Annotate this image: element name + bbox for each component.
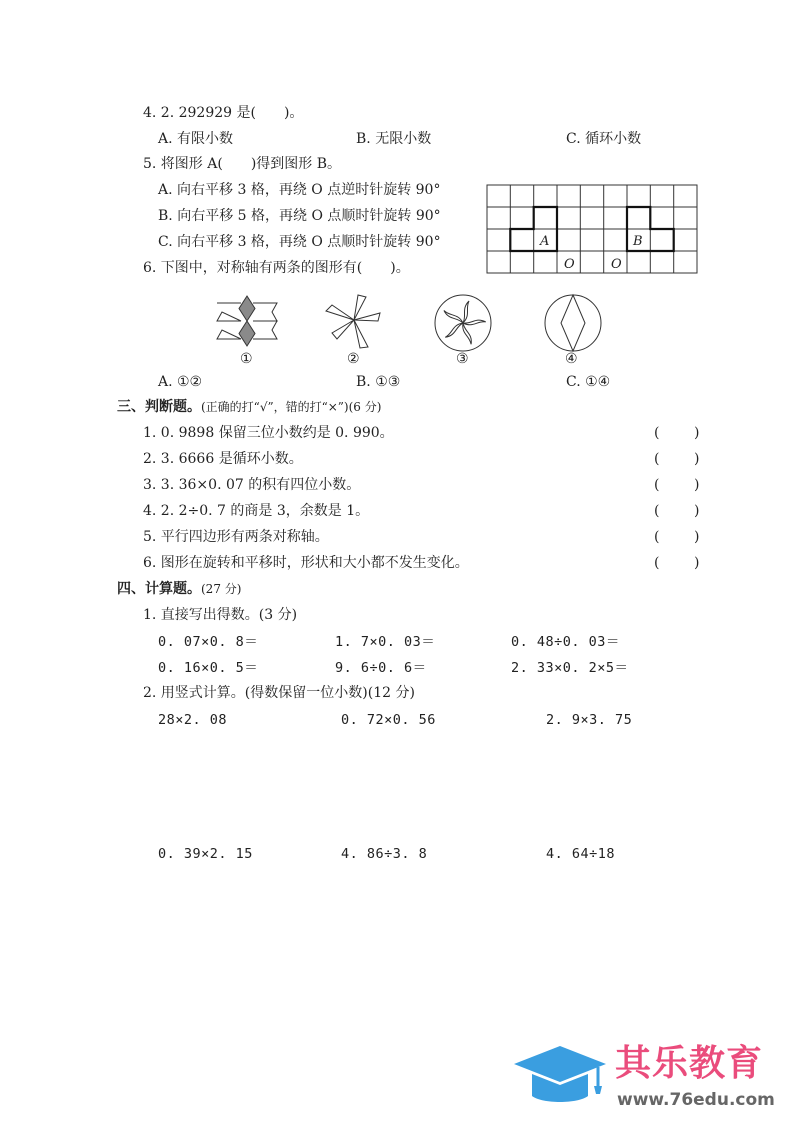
q4-option-b[interactable]: B. 无限小数 — [356, 131, 432, 147]
calc-part1-title: 1. 直接写出得数。(3 分) — [143, 607, 298, 623]
paren-close: ) — [694, 503, 700, 519]
graduation-cap-icon — [512, 1042, 608, 1108]
calc-vertical-item-2: 0. 72×0. 56 — [341, 712, 436, 728]
calc-vertical-item-4: 0. 39×2. 15 — [158, 846, 253, 862]
grid-label-o-right: O — [611, 257, 622, 272]
figure-3-flower-circle — [433, 293, 493, 353]
paren-close: ) — [694, 529, 700, 545]
judge-heading: 三、判断题。 — [117, 399, 201, 415]
judge-item-2: 2. 3. 6666 是循环小数。 — [143, 451, 303, 467]
paren-open: ( — [654, 503, 660, 519]
calc-vertical-item-6: 4. 64÷18 — [546, 846, 616, 862]
calc-points: (27 分) — [201, 582, 242, 596]
watermark-name: 其乐教育 — [615, 1043, 764, 1084]
judge-instruction: (正确的打“√”，错的打“×”)(6 分) — [201, 400, 382, 414]
q5-stem: 5. 将图形 A( )得到图形 B。 — [143, 156, 342, 172]
q5-option-c[interactable]: C. 向右平移 3 格，再绕 O 点顺时针旋转 90° — [158, 234, 441, 250]
grid-label-a: A — [540, 234, 550, 249]
q5-option-a[interactable]: A. 向右平移 3 格，再绕 O 点逆时针旋转 90° — [158, 182, 441, 198]
calc-oral-item-1: 0. 07×0. 8＝ — [158, 634, 259, 650]
judge-item-5: 5. 平行四边形有两条对称轴。 — [143, 529, 329, 545]
judge-item-1: 1. 0. 9898 保留三位小数约是 0. 990。 — [143, 425, 394, 441]
calc-oral-item-6: 2. 33×0. 2×5＝ — [511, 660, 629, 676]
calc-part2-title: 2. 用竖式计算。(得数保留一位小数)(12 分) — [143, 685, 415, 701]
q4-stem: 4. 2. 292929 是( )。 — [143, 105, 304, 121]
q6-stem: 6. 下图中，对称轴有两条的图形有( )。 — [143, 260, 410, 276]
figure-2-label: ② — [347, 351, 360, 367]
q4-option-a[interactable]: A. 有限小数 — [158, 131, 234, 147]
q6-option-a[interactable]: A. ①② — [158, 374, 203, 390]
paren-open: ( — [654, 451, 660, 467]
paren-close: ) — [694, 477, 700, 493]
q6-option-b[interactable]: B. ①③ — [356, 374, 401, 390]
paren-close: ) — [694, 451, 700, 467]
figure-1-rhombus-star — [215, 295, 279, 347]
calc-vertical-item-1: 28×2. 08 — [158, 712, 228, 728]
calc-oral-item-5: 9. 6÷0. 6＝ — [335, 660, 427, 676]
translation-grid-figure — [486, 184, 699, 275]
calc-oral-item-3: 0. 48÷0. 03＝ — [511, 634, 620, 650]
paren-open: ( — [654, 529, 660, 545]
calc-vertical-item-3: 2. 9×3. 75 — [546, 712, 633, 728]
calc-heading: 四、计算题。 — [117, 581, 201, 597]
figure-2-pinwheel — [322, 293, 386, 353]
figure-3-label: ③ — [456, 351, 469, 367]
grid-label-o-left: O — [564, 257, 575, 272]
q4-option-c[interactable]: C. 循环小数 — [566, 131, 642, 147]
q6-option-c[interactable]: C. ①④ — [566, 374, 611, 390]
judge-item-4: 4. 2. 2÷0. 7 的商是 3，余数是 1。 — [143, 503, 370, 519]
paren-close: ) — [694, 425, 700, 441]
figure-4-label: ④ — [565, 351, 578, 367]
q5-option-b[interactable]: B. 向右平移 5 格，再绕 O 点顺时针旋转 90° — [158, 208, 441, 224]
paren-open: ( — [654, 477, 660, 493]
grid-label-b: B — [633, 234, 643, 249]
calc-oral-item-2: 1. 7×0. 03＝ — [335, 634, 436, 650]
calc-oral-item-4: 0. 16×0. 5＝ — [158, 660, 259, 676]
figure-1-label: ① — [240, 351, 253, 367]
calc-vertical-item-5: 4. 86÷3. 8 — [341, 846, 428, 862]
judge-item-3: 3. 3. 36×0. 07 的积有四位小数。 — [143, 477, 361, 493]
watermark-url: www.76edu.com — [617, 1090, 775, 1110]
figure-4-rhombus-circle — [542, 293, 604, 353]
paren-open: ( — [654, 425, 660, 441]
judge-item-6: 6. 图形在旋转和平移时，形状和大小都不发生变化。 — [143, 555, 469, 571]
paren-open: ( — [654, 555, 660, 571]
paren-close: ) — [694, 555, 700, 571]
